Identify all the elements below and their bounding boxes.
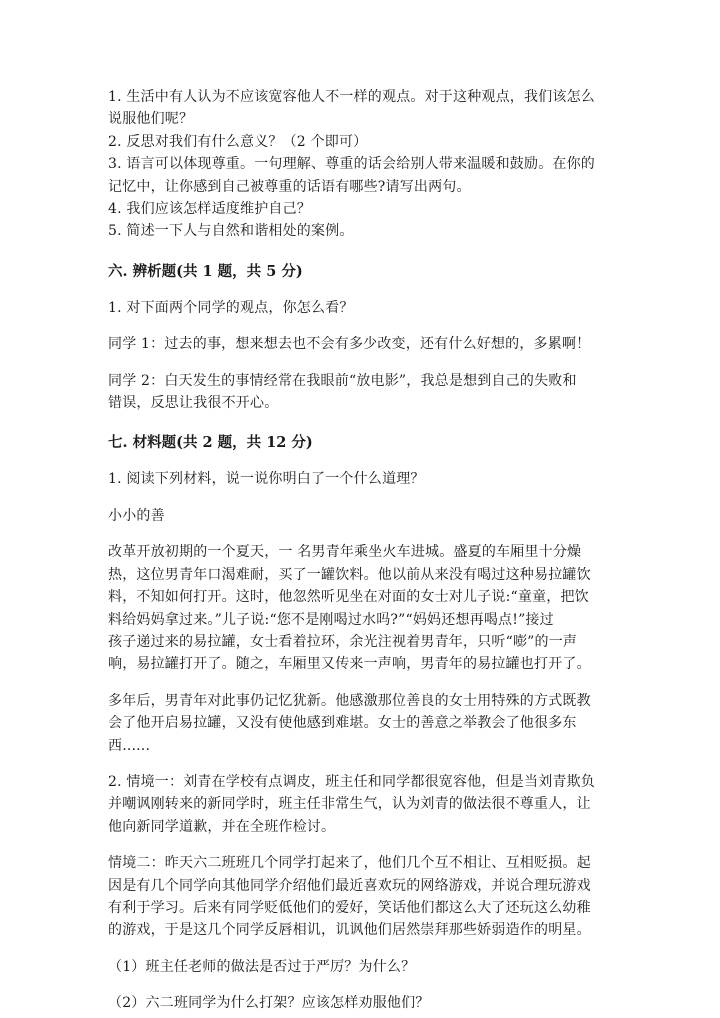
scenario-line: 并嘲讽刚转来的新同学时，班主任非常生气，认为刘青的做法很不尊重人，让: [108, 796, 591, 813]
story-line: 西......: [108, 737, 151, 754]
section6-heading: 六. 辨析题(共 1 题，共 5 分): [108, 262, 303, 280]
student1-opinion: 同学 1：过去的事，想来想去也不会有多少改变，还有什么好想的，多累啊！: [108, 336, 591, 353]
question-line: 5. 简述一下人与自然和谐相处的案例。: [108, 223, 354, 240]
question-line: 4. 我们应该怎样适度维护自己？: [108, 201, 312, 218]
student2-opinion: [108, 370, 613, 415]
question-line: 2. 反思对我们有什么意义？（2 个即可）: [108, 133, 368, 150]
opinion-line: 错误，反思让我很不开心。: [108, 395, 279, 412]
scenario-line: 情境二：昨天六二班班几个同学打起来了，他们几个互不相让、互相贬损。起: [108, 855, 591, 872]
sub-question-2: （2）六二班同学为什么打架？应该怎样劝服他们？: [108, 995, 430, 1012]
scenario-line: 的游戏，于是这几个同学反唇相讥，讥讽他们居然崇拜那些娇弱造作的明星。: [108, 922, 591, 939]
section7-question1: 1. 阅读下列材料，说一说你明白了一个什么道理？: [108, 471, 425, 488]
section7-heading: 七. 材料题(共 2 题，共 12 分): [108, 434, 313, 452]
story-line: 改革开放初期的一个夏天，一 名男青年乘坐火车进城。盛夏的车厢里十分燥: [108, 544, 582, 561]
scenario-line: 2. 情境一：刘青在学校有点调皮，班主任和同学都很宽容他，但是当刘青欺负: [108, 773, 596, 790]
question-line: 说服他们呢？: [108, 111, 194, 128]
scenario-line: 因是有几个同学向其他同学介绍他们最近喜欢玩的网络游戏，并说合理玩游戏: [108, 877, 591, 894]
document-page: [108, 86, 613, 1015]
question-line: 1. 生活中有人认为不应该宽容他人不一样的观点。对于这种观点，我们该怎么: [108, 89, 596, 105]
scenario-2: [108, 852, 613, 942]
opinion-line: 同学 2：白天发生的事情经常在我眼前“放电影”，我总是想到自己的失败和: [108, 372, 577, 389]
story-line: 孩子递过来的易拉罐，女士看着拉环，余光注视着男青年，只听“嘭”的一声: [108, 633, 578, 650]
scenario-line: 他向新同学道歉，并在全班作检讨。: [108, 818, 336, 835]
story-line: 料给妈妈拿过来。”儿子说:“您不是刚喝过水吗?”“妈妈还想再喝点!”接过: [108, 611, 554, 628]
story-title: 小小的善: [108, 507, 165, 524]
sub-question-1: （1）班主任老师的做法是否过于严厉？为什么？: [108, 958, 416, 975]
scenario-1: [108, 771, 613, 838]
story-line: 料，不知如何打开。这时，他忽然听见坐在对面的女士对儿子说:“童童，把饮: [108, 589, 589, 606]
story-paragraph-1: [108, 541, 613, 675]
story-paragraph-2: [108, 690, 613, 757]
story-line: 热，这位男青年口渴难耐，买了一罐饮料。他以前从来没有喝过这种易拉罐饮: [108, 566, 591, 583]
section5-questions: [108, 86, 613, 243]
scenario-line: 有利于学习。后来有同学贬低他们的爱好，笑话他们都这么大了还玩这么幼稚: [108, 899, 591, 916]
question-line: 3. 语言可以体现尊重。一句理解、尊重的话会给别人带来温暖和鼓励。在你的: [108, 156, 596, 173]
section6-question: 1. 对下面两个同学的观点，你怎么看？: [108, 299, 354, 316]
story-line: 多年后，男青年对此事仍记忆犹新。他感激那位善良的女士用特殊的方式既教: [108, 692, 591, 709]
story-line: 会了他开启易拉罐，又没有使他感到难堪。女士的善意之举教会了他很多东: [108, 715, 577, 732]
question-line: 记忆中，让你感到自己被尊重的话语有哪些?请写出两句。: [108, 178, 471, 195]
story-line: 响，易拉罐打开了。随之，车厢里又传来一声响，男青年的易拉罐也打开了。: [108, 656, 591, 673]
